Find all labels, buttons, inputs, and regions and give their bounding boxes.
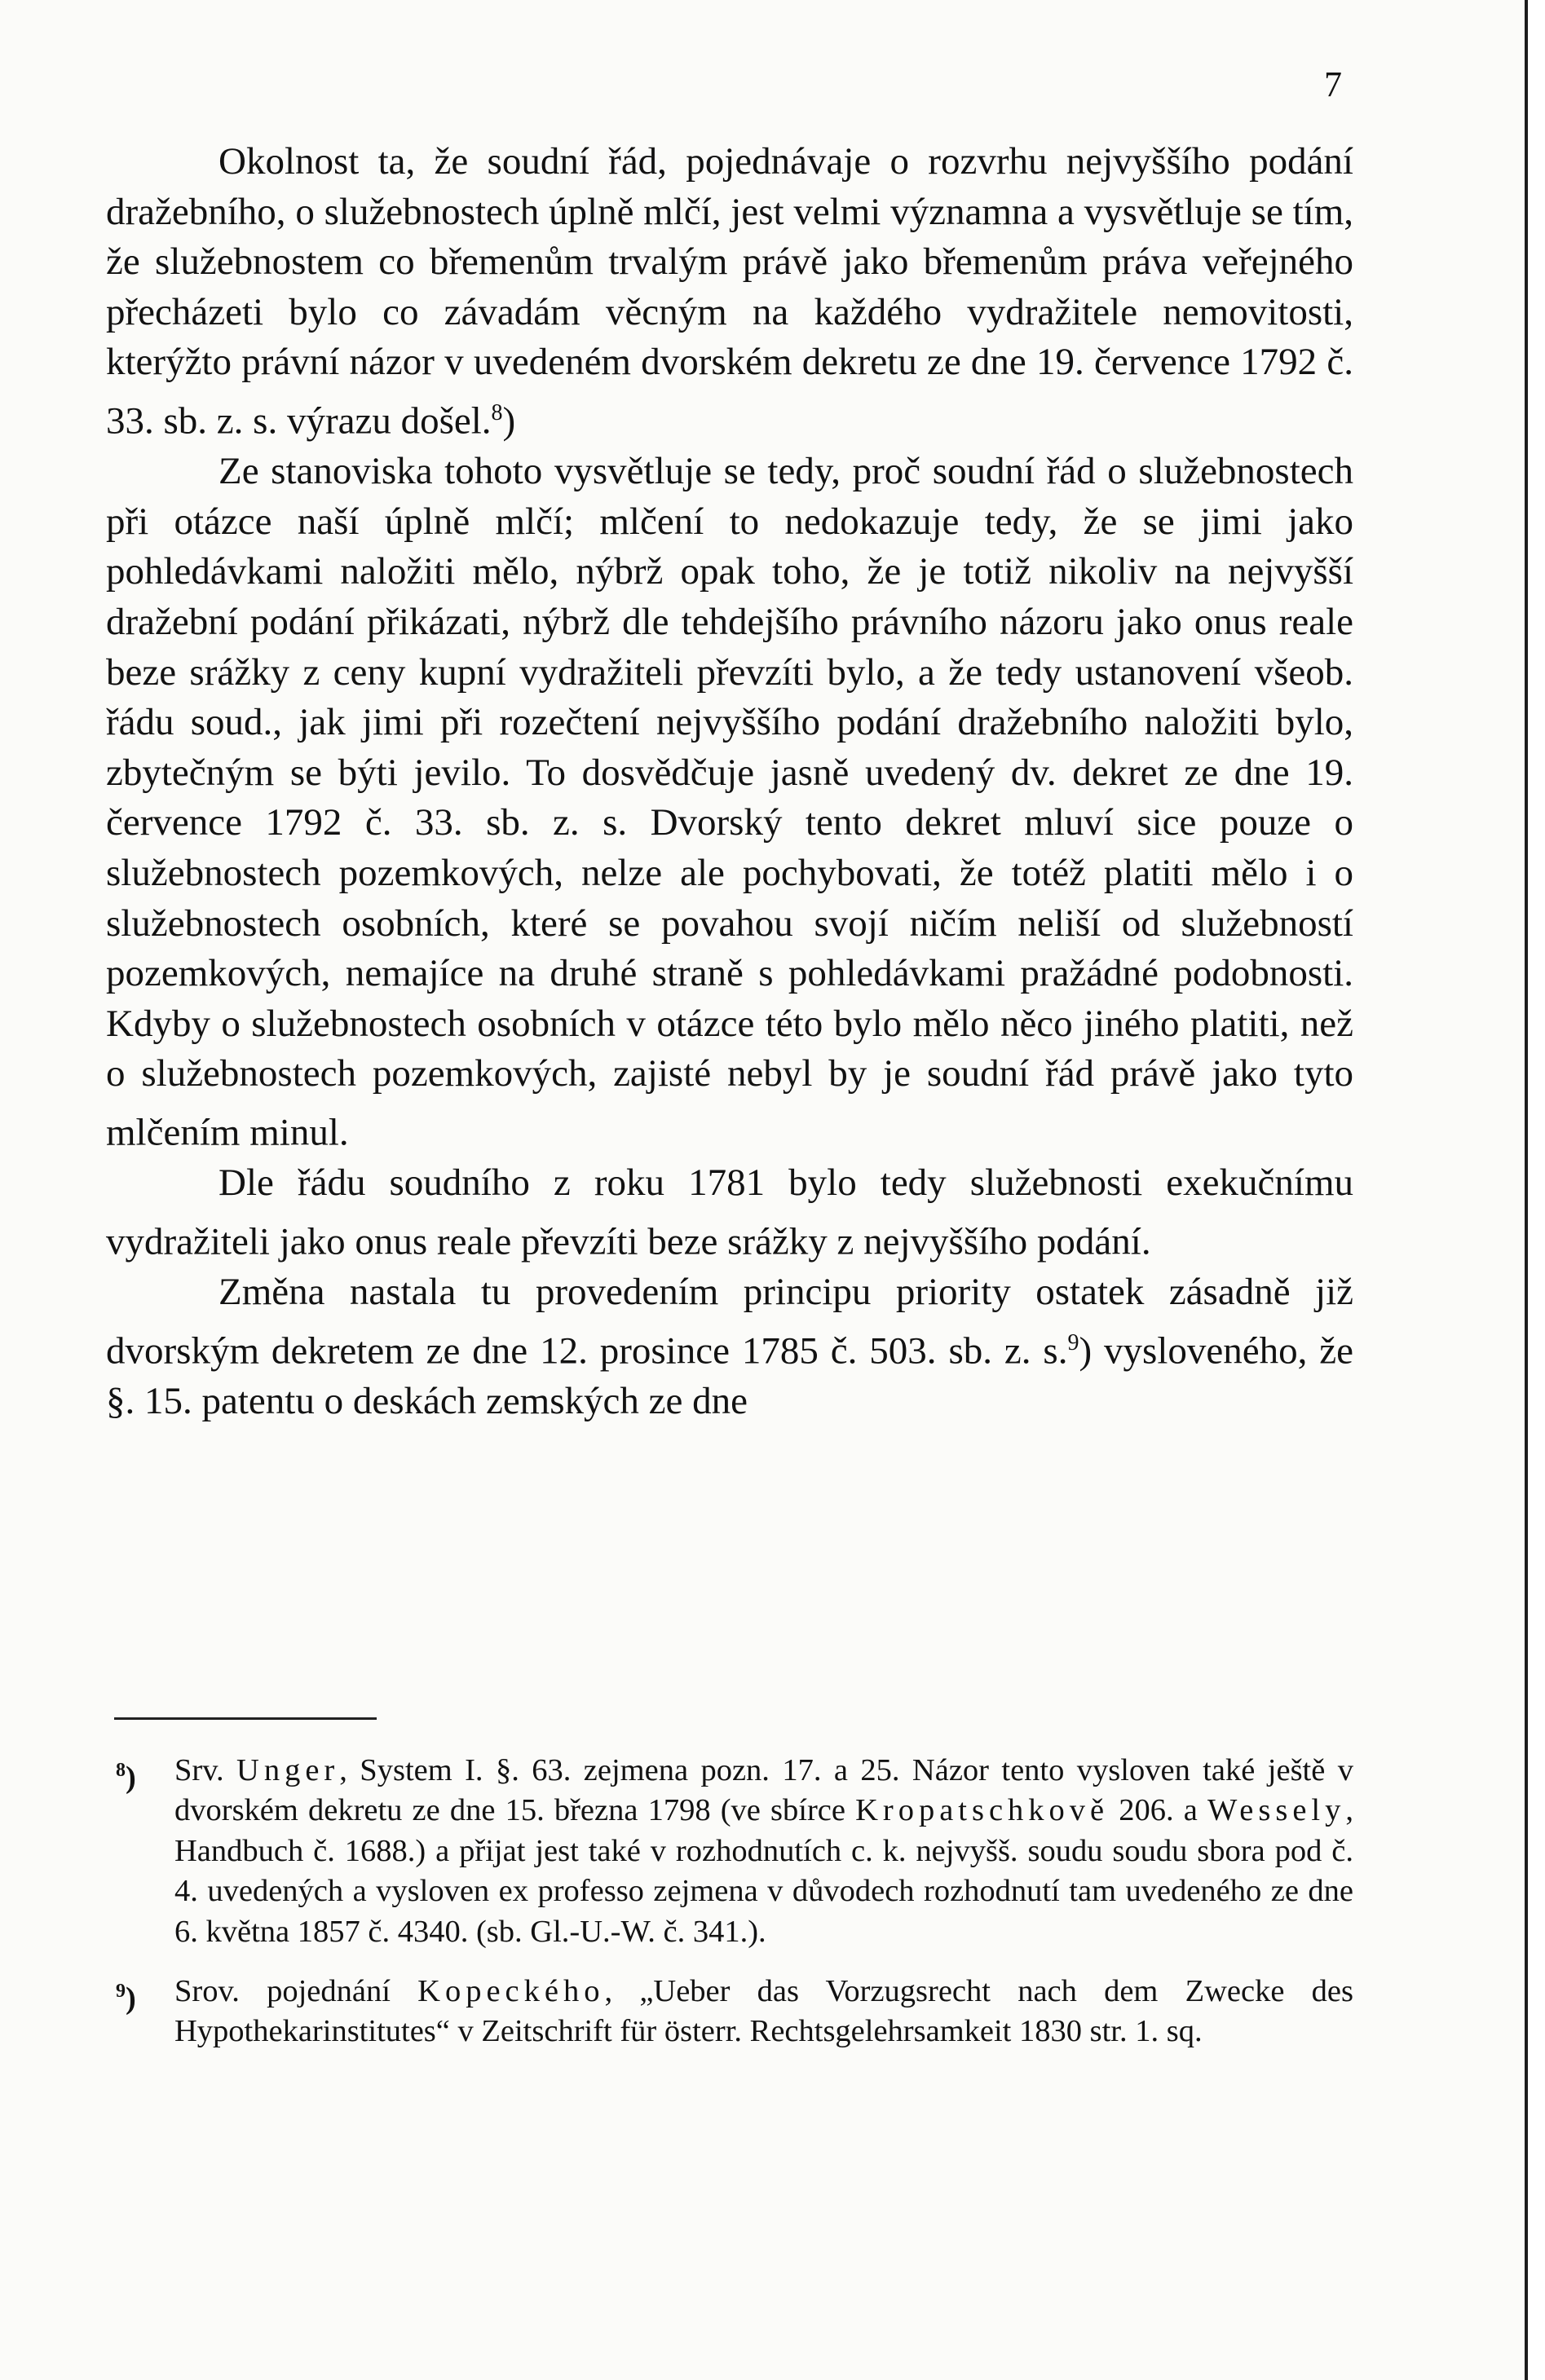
footnote-ref: 8 [491,399,503,425]
footnote-text: Srv. [174,1753,237,1787]
paragraph-text: Dle řádu soudního z roku 1781 bylo tedy služebnosti exekučnímu vydražiteli jako onus reale převzíti beze srážky z nejvyššího podání. [106,1161,1353,1263]
footnote-text: , Handbuch č. 1688.) a přijat jest také v rozhodnutích c. k. nejvyšš. soudu soudu sbora pod č. 4. uvedených a vysloven ex professo zejmena v důvodech rozhodnutí tam uvedeného ze dne 6. května 1857 č. 4340. (sb. Gl.-U.-W. č. 341.). [174,1793,1353,1949]
footnote-mark [116,1972,136,2019]
paragraph [106,1267,1353,1426]
footnote [116,1751,1354,1952]
footnote [116,1972,1353,2052]
author-name: Kopeckého [417,1974,605,2009]
paragraph-text: Okolnost ta, že soudní řád, pojednávaje o rozvrhu nejvyššího podání dražebního, o služebnostech úplně mlčí, jest velmi významna a vysvětluje se tím, že služebnostem co břemenům trvalým právě jako břemenům práva veřejného přecházeti bylo co závadám věcným na každého vydražitele nemovitosti, kterýžto právní názor v uvedeném dvorském dekretu ze dne 19. července 1792 č. 33. sb. z. s. výrazu došel. [106,140,1353,443]
footnote-text: Srov. pojednání [174,1974,418,2009]
footnote-number: 8 [116,1760,126,1781]
footnote-ref-paren: ) [1079,1329,1093,1373]
author-name: Unger [236,1753,340,1787]
paragraph-text: Ze stanoviska tohoto vysvětluje se tedy, proč soudní řád o služebnostech při otázce naší úplně mlčí; mlčení to nedokazuje tedy, že se jimi jako pohledávkami naložiti mělo, nýbrž opak toho, že je totiž nikoliv na nejvyšší dražební podání přikázati, nýbrž dle tehdejšího právního názoru jako onus reale beze srážky z ceny kupní vydražiteli převzíti bylo, a že tedy ustanovení všeob. řádu soud., jak jimi při rozečtení nejvyššího podání dražebního naložiti bylo, zbytečným se býti jevilo. To dosvědčuje jasně uvedený dv. dekret ze dne 19. července 1792 č. 33. sb. z. s. Dvorský tento dekret mluví sice pouze o služebnostech pozemkových, nelze ale pochybovati, že totéž platiti mělo i o služebnostech osobních, které se povahou svojí ničím neliší od služebností pozemkových, nemajíce na druhé straně s pohledávkami pražádné podobnosti. Kdyby o služebnostech osobních v otázce této bylo mělo něco jiného platiti, než o služebnostech pozemkových, zajisté nebyl by je soudní řád právě jako tyto mlčením minul. [106,450,1353,1154]
author-name: Wessely [1207,1793,1346,1828]
footnote-text: , „Ueber das Vorzugsrecht nach dem Zwecke des Hypothekarinstitutes“ v Zeitschrift für österr. Rechtsgelehrsamkeit 1830 str. 1. sq. [174,1974,1353,2049]
paragraph [106,137,1353,447]
footnote-text: , System I. §. 63. zejmena pozn. 17. a 25. Názor tento vysloven také ještě v dvorském dekretu ze dne 15. března 1798 (ve sbírce [174,1753,1354,1828]
footnote-mark [116,1751,136,1798]
paragraph-text: Změna nastala tu provedením principu priority ostatek zásadně již dvorským dekretem ze dne 12. prosince 1785 č. 503. sb. z. s. [106,1271,1353,1373]
footnotes [116,1751,1354,2072]
paragraph [106,1158,1353,1267]
footnote-ref-paren: ) [502,399,516,443]
footnote-text: 206. a [1109,1793,1208,1828]
footnote-ref: 9 [1067,1329,1079,1355]
paragraph-text-after: vysloveného, že §. 15. patentu o deskách zemských ze dne [106,1329,1353,1422]
scan-margin [1528,0,1545,2380]
page-number: 7 [1324,64,1343,104]
paragraph [106,447,1353,1158]
footnote-separator [114,1717,377,1720]
footnote-number: 9 [116,1981,126,2003]
footnote-mark-paren: ) [126,1981,136,2016]
main-text [106,137,1353,1426]
footnote-mark-paren: ) [126,1760,136,1795]
author-name: Kropatschkově [855,1793,1110,1828]
